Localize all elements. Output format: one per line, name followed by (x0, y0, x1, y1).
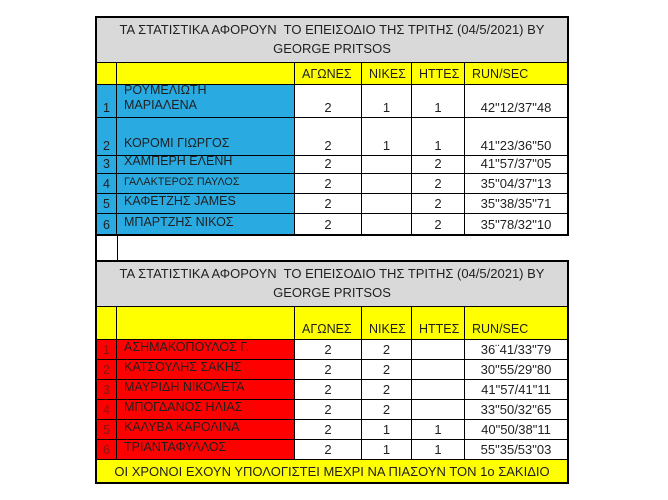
table-row (97, 214, 567, 234)
wins-cell: 1 (362, 118, 412, 156)
losses-cell: 2 (412, 156, 465, 174)
name-cell (117, 85, 295, 118)
table-row (97, 360, 567, 380)
header-name-cell (117, 307, 295, 340)
standings-table-red (95, 260, 569, 484)
runsec-cell: 40"50/38"11 (465, 420, 567, 440)
table-body (97, 340, 567, 460)
column-header-nikes: ΝΙΚΕΣ (362, 307, 412, 340)
losses-cell (412, 360, 465, 380)
table-title-line2: GEORGE PRITSOS (273, 285, 391, 300)
header-row (97, 307, 567, 340)
table-row (97, 400, 567, 420)
column-header-nikes: ΝΙΚΕΣ (362, 63, 412, 85)
index-cell: 1 (97, 85, 117, 118)
matches-cell: 2 (295, 118, 362, 156)
losses-cell: 1 (412, 85, 465, 118)
footer-note: ΟΙ ΧΡΟΝΟΙ ΕΧΟΥΝ ΥΠΟΛΟΓΙΣΤΕΙ ΜΕΧΡΙ ΝΑ ΠΙΑΣΟΥΝ ΤΟΝ 1ο ΣΑΚΙΔΙΟ (97, 460, 567, 482)
name-cell (117, 156, 295, 174)
name-cell (117, 214, 295, 234)
column-header-agones: ΑΓΩΝΕΣ (295, 307, 362, 340)
index-cell: 3 (97, 156, 117, 174)
table-title-line1: ΤΑ ΣΤΑΤΙΣΤΙΚΑ ΑΦΟΡΟΥΝ ΤΟ ΕΠΕΙΣΟΔΙΟ ΤΗΣ ΤΡΙΤΗΣ (04/5/2021) BY (119, 266, 545, 282)
table-row (97, 194, 567, 214)
index-cell: 2 (97, 118, 117, 156)
matches-cell: 2 (295, 85, 362, 118)
player-name: ΚΑΛΥΒΑ ΚΑΡΟΛΙΝΑ (124, 420, 240, 435)
runsec-cell: 35"38/35"71 (465, 194, 567, 214)
runsec-cell: 41"57/41"11 (465, 380, 567, 400)
column-header-runsec: RUN/SEC (465, 63, 567, 85)
matches-cell: 2 (295, 400, 362, 420)
table-row (97, 174, 567, 194)
wins-cell: 2 (362, 380, 412, 400)
name-cell (117, 194, 295, 214)
wins-cell (362, 156, 412, 174)
losses-cell: 1 (412, 440, 465, 460)
player-name: ΚΑΤΣΟΥΛΗΣ ΣΑΚΗΣ (124, 360, 242, 375)
matches-cell: 2 (295, 420, 362, 440)
name-cell (117, 174, 295, 194)
matches-cell: 2 (295, 380, 362, 400)
table-title (97, 18, 567, 63)
player-name: ΜΑΥΡΙΔΗ ΝΙΚΟΛΕΤΑ (124, 380, 245, 395)
table-row (97, 440, 567, 460)
wins-cell (362, 214, 412, 234)
index-cell: 4 (97, 174, 117, 194)
index-cell: 6 (97, 440, 117, 460)
runsec-cell: 41"23/36"50 (465, 118, 567, 156)
losses-cell: 2 (412, 174, 465, 194)
wins-cell: 1 (362, 420, 412, 440)
player-name: ΜΠΟΓΔΑΝΟΣ ΗΛΙΑΣ (124, 400, 243, 415)
matches-cell: 2 (295, 440, 362, 460)
index-cell: 4 (97, 400, 117, 420)
runsec-cell: 41"57/37"05 (465, 156, 567, 174)
wins-cell (362, 174, 412, 194)
header-index-cell (97, 63, 117, 85)
table-title-line1: ΤΑ ΣΤΑΤΙΣΤΙΚΑ ΑΦΟΡΟΥΝ ΤΟ ΕΠΕΙΣΟΔΙΟ ΤΗΣ ΤΡΙΤΗΣ (04/5/2021) BY (119, 22, 545, 38)
player-name: ΚΟΡΟΜΙ ΓΙΩΡΓΟΣ (124, 136, 230, 151)
wins-cell: 1 (362, 85, 412, 118)
player-name: ΜΠΑΡΤΖΗΣ ΝΙΚΟΣ (124, 215, 234, 230)
player-name: ΓΑΛΑΚΤΕΡΟΣ ΠΑΥΛΟΣ (124, 175, 240, 188)
spacer-row (95, 236, 565, 260)
table-title-line2: GEORGE PRITSOS (273, 41, 391, 56)
losses-cell (412, 400, 465, 420)
runsec-cell: 55"35/53"03 (465, 440, 567, 460)
wins-cell: 2 (362, 400, 412, 420)
matches-cell: 2 (295, 214, 362, 234)
header-index-cell (97, 307, 117, 340)
column-header-ittes: ΗΤΤΕΣ (412, 307, 465, 340)
column-header-agones: ΑΓΩΝΕΣ (295, 63, 362, 85)
index-cell: 1 (97, 340, 117, 360)
spacer-index-column (95, 236, 118, 260)
wins-cell: 2 (362, 360, 412, 380)
name-cell (117, 420, 295, 440)
standings-table-blue (95, 16, 569, 236)
column-header-runsec: RUN/SEC (465, 307, 567, 340)
runsec-cell: 36¨41/33"79 (465, 340, 567, 360)
runsec-cell: 42"12/37"48 (465, 85, 567, 118)
losses-cell: 1 (412, 118, 465, 156)
matches-cell: 2 (295, 156, 362, 174)
runsec-cell: 30"55/29"80 (465, 360, 567, 380)
matches-cell: 2 (295, 174, 362, 194)
losses-cell: 1 (412, 420, 465, 440)
runsec-cell: 33"50/32"65 (465, 400, 567, 420)
player-name: ΚΑΦΕΤΖΗΣ JAMES (124, 194, 236, 209)
column-header-ittes: ΗΤΤΕΣ (412, 63, 465, 85)
header-name-cell (117, 63, 295, 85)
player-name: ΑΣΗΜΑΚΟΠΟΥΛΟΣ Γ. (124, 340, 250, 355)
name-cell (117, 380, 295, 400)
losses-cell: 2 (412, 214, 465, 234)
wins-cell: 2 (362, 340, 412, 360)
table-row (97, 420, 567, 440)
name-cell (117, 118, 295, 156)
table-body (97, 85, 567, 234)
matches-cell: 2 (295, 360, 362, 380)
wins-cell: 1 (362, 440, 412, 460)
index-cell: 5 (97, 194, 117, 214)
table-row (97, 118, 567, 156)
name-cell (117, 360, 295, 380)
losses-cell (412, 340, 465, 360)
runsec-cell: 35"78/32"10 (480, 217, 552, 232)
name-cell (117, 400, 295, 420)
losses-cell: 2 (412, 194, 465, 214)
losses-cell (412, 380, 465, 400)
index-cell: 3 (97, 380, 117, 400)
name-cell (117, 340, 295, 360)
wins-cell (362, 194, 412, 214)
name-cell (117, 440, 295, 460)
header-row (97, 63, 567, 85)
player-name: ΤΡΙΑΝΤΑΦΥΛΛΟΣ (124, 440, 227, 455)
index-cell: 2 (97, 360, 117, 380)
table-row (97, 380, 567, 400)
index-cell: 5 (97, 420, 117, 440)
index-cell: 6 (97, 214, 117, 234)
runsec-cell: 35"04/37"13 (465, 174, 567, 194)
table-title (97, 262, 567, 307)
matches-cell: 2 (295, 194, 362, 214)
stats-sheet (95, 16, 565, 484)
table-row (97, 340, 567, 360)
player-name: ΧΑΜΠΕΡΗ ΕΛΕΝΗ (124, 156, 233, 169)
table-row (97, 156, 567, 174)
matches-cell: 2 (295, 340, 362, 360)
table-row (97, 85, 567, 118)
player-name: ΡΟΥΜΕΛΙΩΤΗ ΜΑΡΙΑΛΕΝΑ (124, 85, 207, 113)
